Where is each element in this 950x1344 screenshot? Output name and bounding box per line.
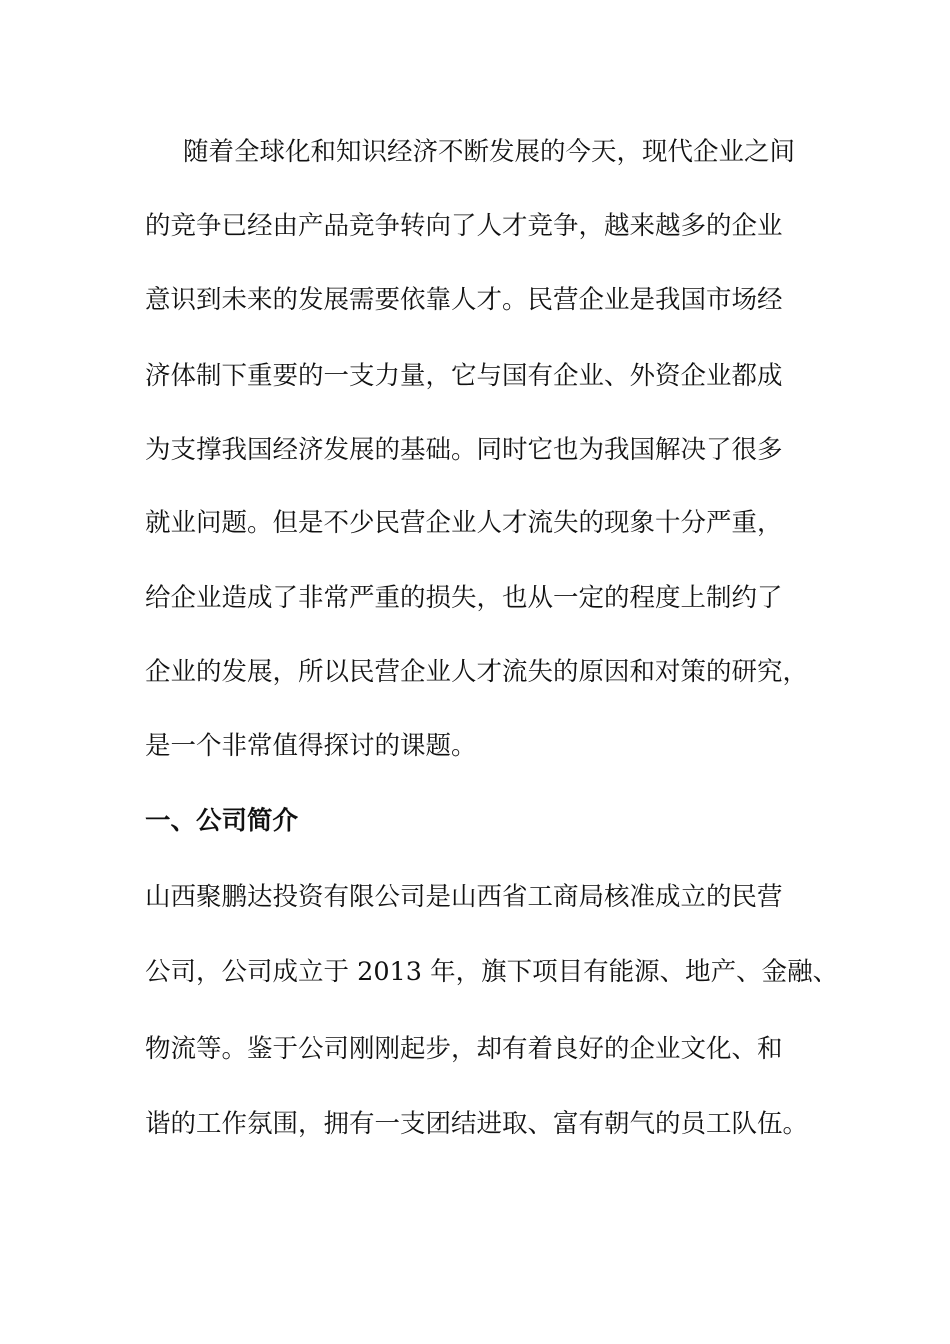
paragraph-line: 就业问题。但是不少民营企业人才流失的现象十分严重， (145, 508, 783, 538)
paragraph-line: 山西聚鹏达投资有限公司是山西省工商局核准成立的民营 (145, 882, 783, 912)
paragraph-line: 谐的工作氛围，拥有一支团结进取、富有朝气的员工队伍。 (145, 1109, 809, 1139)
paragraph-line: 公司，公司成立于 2013 年，旗下项目有能源、地产、金融、 (145, 957, 839, 987)
section-heading: 一、公司简介 (145, 806, 299, 836)
paragraph-line: 为支撑我国经济发展的基础。同时它也为我国解决了很多 (145, 435, 783, 465)
paragraph-line: 企业的发展，所以民营企业人才流失的原因和对策的研究， (145, 657, 809, 687)
paragraph-line: 济体制下重要的一支力量，它与国有企业、外资企业都成 (145, 361, 783, 391)
paragraph-line: 给企业造成了非常严重的损失，也从一定的程度上制约了 (145, 583, 783, 613)
paragraph-line: 是一个非常值得探讨的课题。 (145, 731, 477, 761)
paragraph-line: 物流等。鉴于公司刚刚起步，却有着良好的企业文化、和 (145, 1034, 783, 1064)
paragraph-line: 的竞争已经由产品竞争转向了人才竞争，越来越多的企业 (145, 211, 783, 241)
paragraph-line: 意识到未来的发展需要依靠人才。民营企业是我国市场经 (145, 285, 783, 315)
paragraph-line: 随着全球化和知识经济不断发展的今天，现代企业之间 (183, 137, 796, 167)
